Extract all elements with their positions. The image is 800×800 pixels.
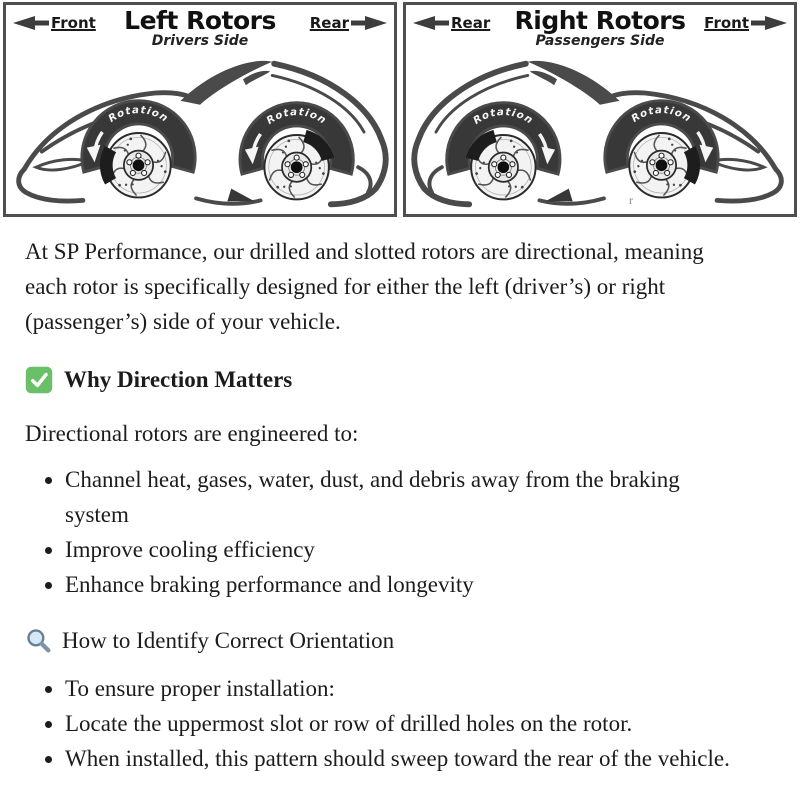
scan-artifact-mark: r bbox=[629, 193, 633, 207]
car-body-right bbox=[414, 61, 781, 204]
left-rotors-panel bbox=[3, 2, 397, 217]
left-panel-title: Left Rotors bbox=[124, 6, 276, 35]
front-label: Front bbox=[704, 14, 749, 32]
left-arrow-icon bbox=[13, 15, 49, 31]
list-item: • Enhance braking performance and longevity bbox=[65, 567, 732, 602]
intro-paragraph: At SP Performance, our drilled and slotted rotors are directional, meaning each rotor is specifically designed for either the left (driver’s) or right (passenger’s) side of your vehicle. bbox=[25, 239, 704, 334]
right-arrow-icon bbox=[351, 15, 387, 31]
rotation-label: Rotation bbox=[629, 103, 694, 125]
orientation-list bbox=[25, 671, 732, 776]
list-item: • When installed, this pattern should sweep toward the rear of the vehicle. bbox=[65, 741, 732, 776]
rear-direction-indicator bbox=[310, 14, 387, 32]
left-panel-header bbox=[6, 5, 394, 52]
list-item: • To ensure proper installation: bbox=[65, 671, 732, 706]
orientation-heading bbox=[25, 623, 732, 658]
list-item: • Improve cooling efficiency bbox=[65, 532, 732, 567]
left-car-illustration bbox=[6, 52, 394, 216]
engineered-lead-text: Directional rotors are engineered to: bbox=[25, 421, 359, 446]
rear-label: Rear bbox=[451, 14, 491, 32]
rotation-label: Rotation bbox=[471, 105, 536, 127]
why-direction-heading bbox=[25, 362, 732, 397]
right-car-illustration bbox=[406, 52, 794, 216]
orientation-heading-text: How to Identify Correct Orientation bbox=[62, 628, 395, 653]
rear-label: Rear bbox=[309, 14, 349, 32]
rotation-label: Rotation bbox=[264, 105, 329, 127]
rear-direction-indicator bbox=[413, 14, 490, 32]
rotation-label: Rotation bbox=[106, 103, 171, 125]
rotor-direction-diagram bbox=[0, 0, 800, 219]
why-direction-list bbox=[25, 462, 732, 602]
list-item: • Channel heat, gases, water, dust, and debris away from the braking system bbox=[65, 462, 732, 532]
right-panel-title: Right Rotors bbox=[514, 6, 686, 35]
list-item: • Locate the uppermost slot or row of drilled holes on the rotor. bbox=[65, 706, 732, 741]
left-panel-subtitle: Drivers Side bbox=[151, 33, 249, 49]
right-rotors-panel bbox=[403, 2, 797, 217]
front-direction-indicator bbox=[13, 14, 96, 32]
left-arrow-icon bbox=[413, 15, 449, 31]
front-direction-indicator bbox=[704, 14, 787, 32]
why-direction-heading-text: Why Direction Matters bbox=[64, 367, 293, 392]
front-label: Front bbox=[51, 14, 96, 32]
right-panel-header bbox=[406, 5, 794, 52]
right-panel-subtitle: Passengers Side bbox=[535, 33, 665, 49]
magnifying-glass-icon bbox=[25, 627, 53, 655]
article-body bbox=[0, 234, 800, 776]
right-arrow-icon bbox=[751, 15, 787, 31]
check-mark-icon bbox=[25, 366, 53, 394]
car-body-left bbox=[19, 61, 386, 204]
